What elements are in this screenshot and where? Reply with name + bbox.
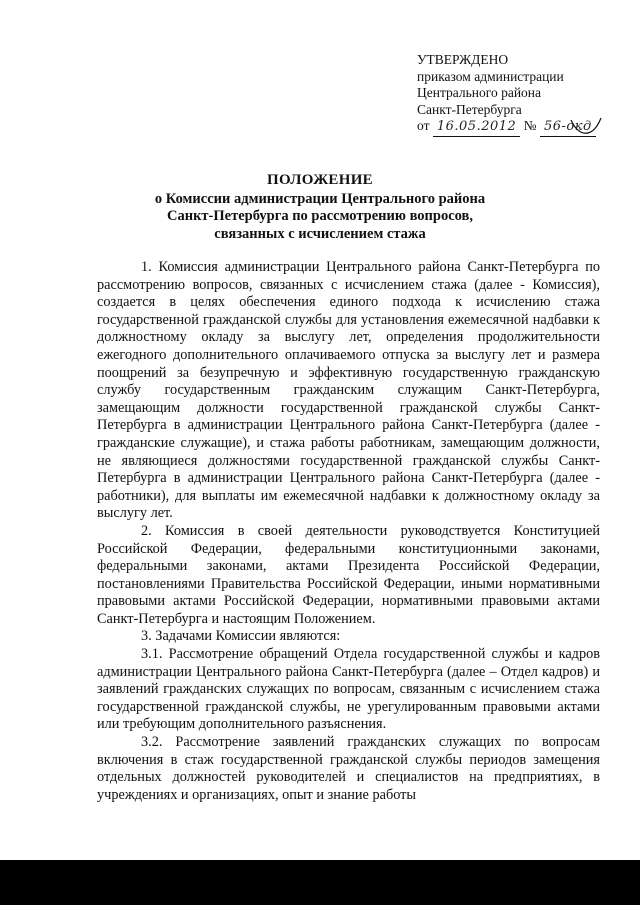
signature-flourish-icon [567,114,607,140]
paragraph-2: 2. Комиссия в своей деятельности руководствуется Конституцией Российской Федерации, федеральными конституционными законами, федеральными законами, актами Президента Российской Федерации, постановлениями Правительства Российской Федерации, иными нормативными правовыми актами Российской Федерации, нормативными правовыми актами Санкт-Петербурга и настоящим Положением. [97,522,600,627]
approval-city-line: Санкт-Петербурга [417,101,522,117]
approval-stamp-block [417,52,617,138]
paragraph-1: 1. Комиссия администрации Центрального района Санкт-Петербурга по рассмотрению вопросов, связанных с исчислением стажа (далее - Комиссия), создается в целях обеспечения единого подхода к исчислению стажа государственной гражданской службы для установления ежемесячной надбавки к должностному окладу за выслугу лет, определения продолжительности ежегодного дополнительного оплачиваемого отпуска за выслугу лет и размера поощрений за безупречную и эффективную государственную гражданскую службу государственным гражданским служащим Санкт-Петербурга, замещающим должности государственной гражданской службы Санкт-Петербурга в администрации Центрального района Санкт-Петербурга (далее - гражданские служащие), и стажа работы работникам, замещающим должности, не являющиеся должностями государственной гражданской службы Санкт-Петербурга в администрации Центрального района Санкт-Петербурга (далее - работники), для выплаты им ежемесячной надбавки к должностному окладу за выслугу лет. [97,259,600,522]
title-line-1: о Комиссии администрации Центрального района [154,190,486,207]
from-label: от [417,118,430,133]
approval-heading: УТВЕРЖДЕНО [417,52,509,67]
paragraph-3-2: 3.2. Рассмотрение заявлений гражданских служащих по вопросам включения в стаж государственной гражданской службы периодов замещения отдельных должностей руководителей и специалистов на предприятиях, в учреждениях и организациях, опыт и знание работы [97,734,600,803]
title-line-2: Санкт-Петербурга по рассмотрению вопросов, [167,208,473,224]
scan-footer-bar [0,860,640,905]
approval-date-number-line [417,118,617,138]
document-title [0,172,640,243]
title-main: ПОЛОЖЕНИЕ [267,172,373,188]
paragraph-3: 3. Задачами Комиссии являются: [141,628,341,645]
title-line-3: связанных с исчислением стажа [214,225,426,242]
approval-order-line: приказом администрации [417,68,564,84]
number-label: № [523,118,537,133]
handwritten-number: 56-окд [540,119,596,137]
approval-district-line: Центрального района [417,85,542,100]
handwritten-date: 16.05.2012 [433,119,520,137]
paragraph-3-1: 3.1. Рассмотрение обращений Отдела государственной службы и кадров администрации Центрального района Санкт-Петербурга (далее – Отдел кадров) и заявлений гражданских служащих по вопросам, связанным с исчислением стажа государственной гражданской службы, не урегулированным правовыми актами или требующим дополнительного разъяснения. [97,646,600,733]
document-body [97,259,600,804]
